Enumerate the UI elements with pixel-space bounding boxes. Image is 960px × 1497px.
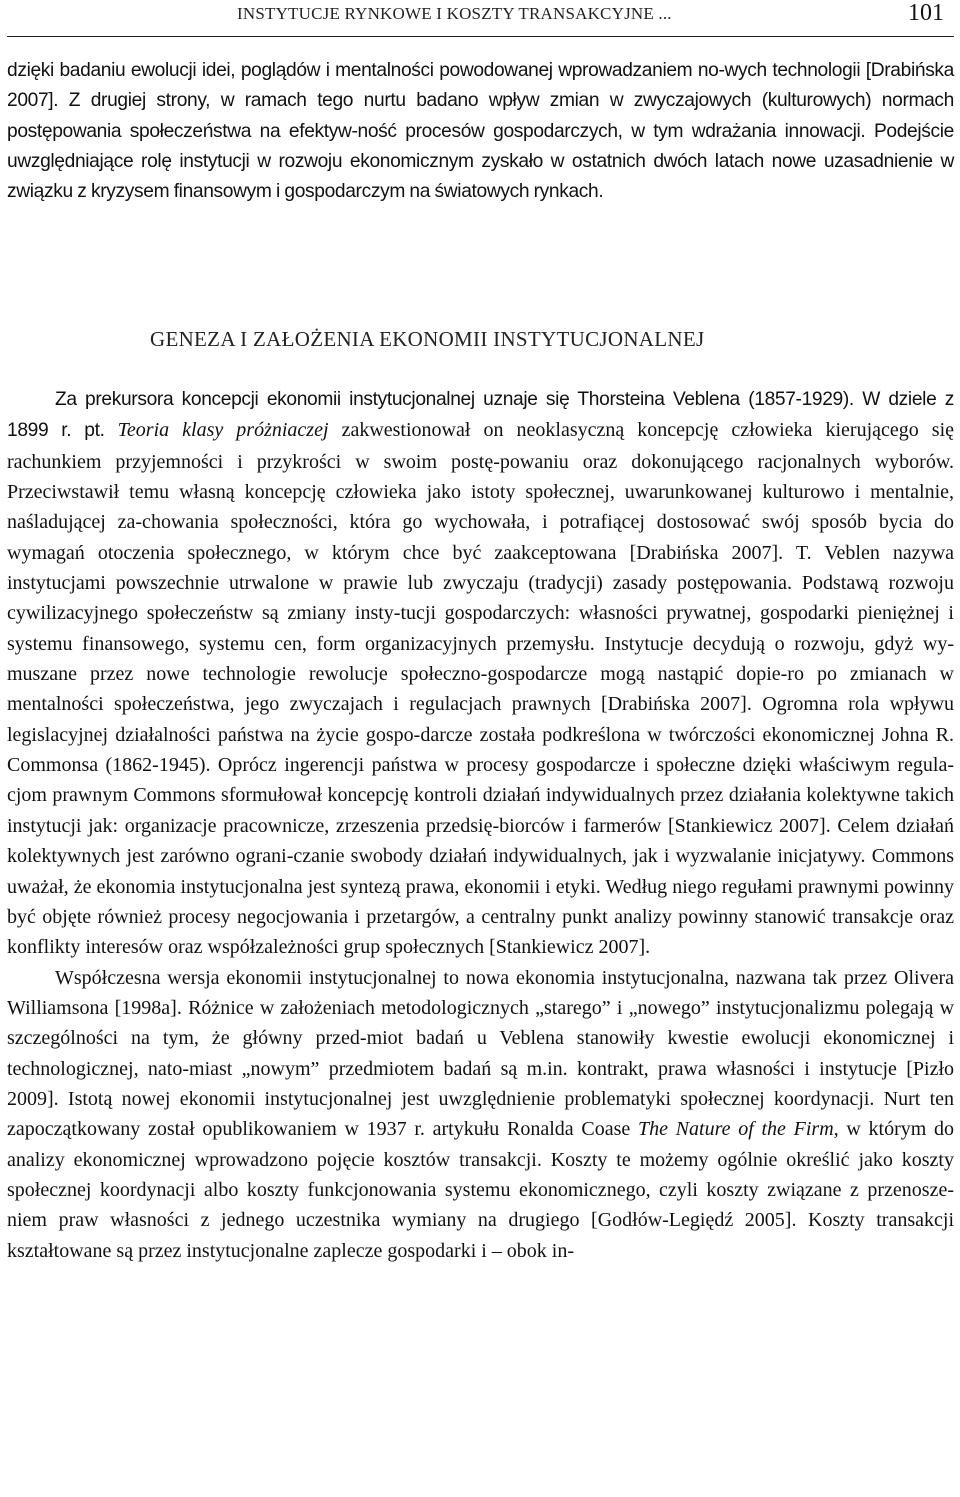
page-header — [7, 0, 954, 37]
paragraph-lead-text: Za prekursora koncepcji ekonomii instytucjonalnej uznaje się Thorsteina Veblena (1857-1929). W dziele z 1899 r. pt. — [7, 389, 954, 442]
intro-paragraph-block — [7, 56, 954, 208]
book-title-teoria: Teoria klasy próżniaczej — [117, 419, 329, 442]
paragraph2-text-2: Różnice w założeniach metodologicznych „starego” i „nowego” instytucjonalizmu polegają w szczególności na tym, że główny przed-miot badań u Veblena stanowiły kwestie ewolucji ekonomicznej i technologicznej, nato-miast „nowym” przedmiotem badań są m.in. kontrakt, prawa własności i instytucje [Pizło 2009]. — [7, 996, 955, 1110]
body-paragraph-williamson — [7, 963, 954, 1266]
paragraph2-text-1: Współczesna wersja ekonomii instytucjonalnej to nowa ekonomia instytucjonalna, nazwana tak przez Olivera Williamsona [1998a]. — [7, 966, 954, 1019]
intro-paragraph: dzięki badaniu ewolucji idei, poglądów i mentalności powodowanej wprowadzaniem no-wych technologii [Drabińska 2007]. Z drugiej strony, w ramach tego nurtu badano wpływ zmian w zwyczajowych (kulturowych) normach postępowania społeczeństwa na efektyw-ność procesów gospodarczych, w tym wdrażania innowacji. Podejście uwzględniające rolę instytucji w rozwoju ekonomicznym zyskało w ostatnich dwóch latach nowe uzasadnienie w związku z kryzysem finansowym i gospodarczym na światowych rynkach. — [7, 60, 954, 203]
book-title-nature-of-firm: The Nature of the Firm, — [637, 1118, 839, 1141]
paragraph-text-3: Podstawą rozwoju cywilizacyjnego społeczeństw są zmiany insty-tucji gospodarczych: własności prywatnej, gospodarki pieniężnej i systemu finansowego, systemu cen, form organizacyjnych przemysłu. — [7, 572, 954, 655]
body-paragraph-veblen — [7, 384, 954, 963]
paragraph-text-2: Przeciwstawił temu własną koncepcję człowieka jako istoty społecznej, uwarunkowanej kulturowo i mentalnie, naśladującej za-chowania społeczności, która go wychowała, i potrafiącej dostosować swój sposób bycia do wymagań otoczenia społecznego, w którym chce być zaakceptowana [Drabińska 2007]. T. Veblen nazywa instytucjami powszechnie utrwalone w prawie lub zwyczaju (tradycji) zasady postępowania. — [7, 481, 954, 595]
page-number: 101 — [908, 0, 944, 26]
paragraph-text-4: Instytucje decydują o rozwoju, gdyż wy-muszane przez nowe technologie rewolucje społeczno-gospodarcze mogą nastąpić dopie-ro po zmianach w mentalności społeczeństwa, jego zwyczajach i regulacjach prawnych [Drabińska 2007]. — [7, 632, 954, 716]
paragraph-text-1: zakwestionował on neoklasyczną koncepcję człowieka kierującego się rachunkiem przyjemności i przykrości w swoim postę-powaniu oraz dokonującego racjonalnych wyborów. — [7, 419, 955, 473]
paragraph-text-6: Celem działań kolektywnych jest zarówno ograni-czanie swobody działań indywidualnych, jak i wyzwalanie inicjatywy. — [7, 814, 955, 868]
running-title: INSTYTUCJE RYNKOWE I KOSZTY TRANSAKCYJNE ... — [237, 4, 672, 23]
main-text-block — [7, 384, 954, 1266]
section-heading: GENEZA I ZAŁOŻENIA EKONOMII INSTYTUCJONALNEJ — [150, 327, 705, 351]
paragraph2-text-3: Istotą nowej ekonomii instytucjonalnej jest uwzględnienie problematyki społecznej koordynacji. Nurt ten zapoczątkowany został opublikowaniem w 1937 r. artykułu Ronalda Coase — [7, 1087, 955, 1141]
paragraph-text-7: Commons uważał, że ekonomia instytucjonalna jest syntezą prawa, ekonomii i etyki. Według niego regułami prawnymi powinny być objęte również procesy negocjowania i przetargów, a centralny punkt analizy powinny stanowić transakcje oraz konflikty interesów oraz współzależności grup społecznych [Stankiewicz 2007]. — [7, 845, 954, 959]
paragraph-text-5: Ogromna rola wpływu legislacyjnej działalności państwa na życie gospo-darcze została podkreślona w twórczości ekonomicznej Johna R. Commonsa (1862-1945). Oprócz ingerencji państwa w procesy gospodarcze i społeczne dzięki właściwym regula-cjom prawnym Commons sformułował koncepcję kontroli działań indywidualnych przez działania kolektywne takich instytucji jak: organizacje pracownicze, zrzeszenia przedsię-biorców i farmerów [Stankiewicz 2007]. — [7, 693, 955, 837]
paragraph2-text-4: w którym do analizy ekonomicznej wprowadzono pojęcie kosztów transakcji. Koszty te możemy ogólnie określić jako koszty społecznej koordynacji albo koszty funkcjonowania systemu ekonomicznego, czyli koszty związane z przenosze-niem praw własności z jednego uczestnika wymiany na drugiego [Godłów-Legiędź 2005]. Koszty transakcji kształtowane są przez instytucjonalne zaplecze gospodarki i – obok in- — [7, 1118, 955, 1262]
